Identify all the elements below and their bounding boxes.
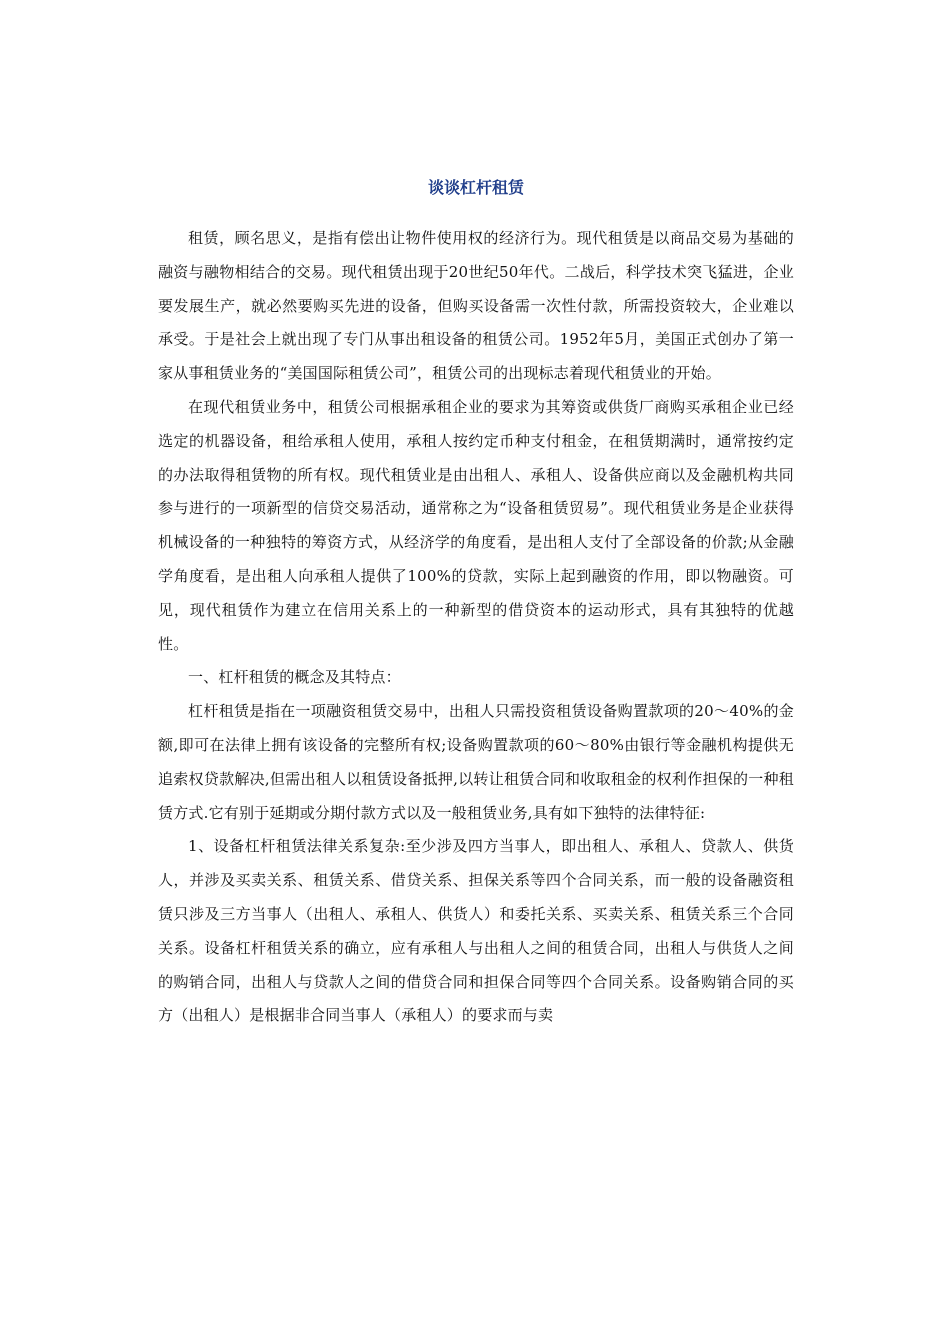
document-title: 谈谈杠杆租赁 xyxy=(427,178,524,197)
paragraph-1: 租赁，顾名思义，是指有偿出让物件使用权的经济行为。现代租赁是以商品交易为基础的融资与融物相结合的交易。现代租赁出现于20世纪50年代。二战后，科学技术突飞猛进，企业要发展生产，就必然要购买先进的设备，但购买设备需一次性付款，所需投资较大，企业难以承受。于是社会上就出现了专门从事出租设备的租赁公司。1952年5月，美国正式创办了第一家从事租赁业务的“美国国际租赁公司”，租赁公司的出现标志着现代租赁业的开始。 xyxy=(158,229,794,383)
document-body xyxy=(158,222,794,1033)
paragraph-2: 在现代租赁业务中，租赁公司根据承租企业的要求为其筹资或供货厂商购买承租企业已经选定的机器设备，租给承租人使用，承租人按约定币种支付租金，在租赁期满时，通常按约定的办法取得租赁物的所有权。现代租赁业是由出租人、承租人、设备供应商以及金融机构共同参与进行的一项新型的信贷交易活动，通常称之为“设备租赁贸易”。现代租赁业务是企业获得机械设备的一种独特的筹资方式，从经济学的角度看，是出租人支付了全部设备的价款;从金融学角度看，是出租人向承租人提供了100%的贷款，实际上起到融资的作用，即以物融资。可见，现代租赁作为建立在信用关系上的一种新型的借贷资本的运动形式，具有其独特的优越性。 xyxy=(158,397,794,653)
section-heading-1: 一、杠杆租赁的概念及其特点： xyxy=(188,668,401,687)
paragraph-3: 杠杆租赁是指在一项融资租赁交易中，出租人只需投资租赁设备购置款项的20～40%的金额,即可在法律上拥有该设备的完整所有权;设备购置款项的60～80%由银行等金融机构提供无追索权贷款解决,但需出租人以租赁设备抵押,以转让租赁合同和收取租金的权利作担保的一种租赁方式.它有别于延期或分期付款方式以及一般租赁业务,具有如下独特的法律特征: xyxy=(158,702,794,822)
paragraph-4: 1、设备杠杆租赁法律关系复杂:至少涉及四方当事人，即出租人、承租人、贷款人、供货人，并涉及买卖关系、租赁关系、借贷关系、担保关系等四个合同关系，而一般的设备融资租赁只涉及三方当事人（出租人、承租人、供货人）和委托关系、买卖关系、租赁关系三个合同关系。设备杠杆租赁关系的确立，应有承租人与出租人之间的租赁合同，出租人与供货人之间的购销合同，出租人与贷款人之间的借贷合同和担保合同等四个合同关系。设备购销合同的买方（出租人）是根据非合同当事人（承租人）的要求而与卖 xyxy=(158,837,794,1025)
